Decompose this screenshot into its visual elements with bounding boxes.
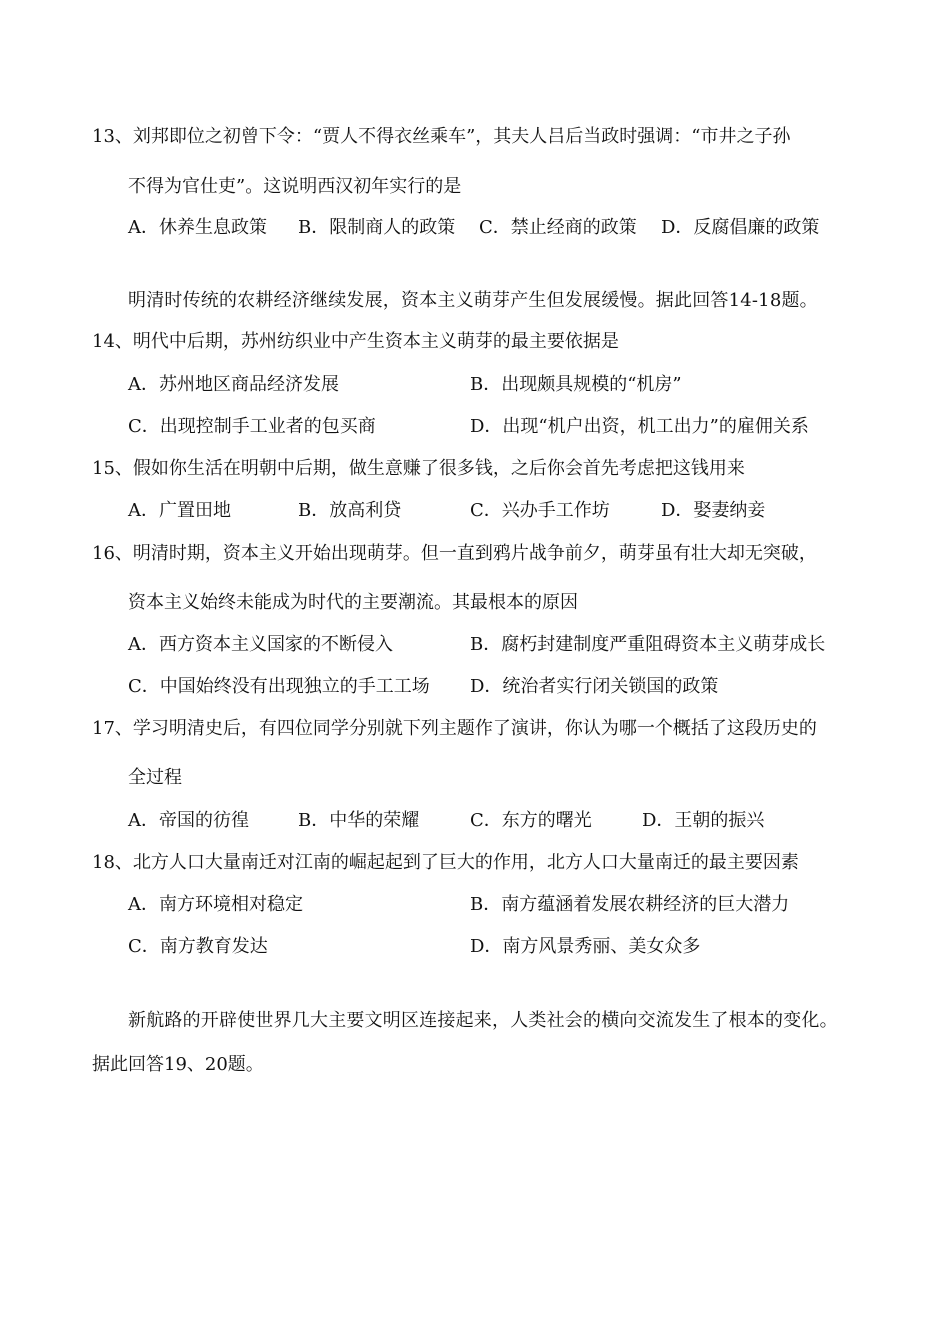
question-16-stem: 16、明清时期，资本主义开始出现萌芽。但一直到鸦片战争前夕，萌芽虽有壮大却无突破， xyxy=(92,543,817,564)
question-18-stem: 18、北方人口大量南迁对江南的崛起起到了巨大的作用，北方人口大量南迁的最主要因素 xyxy=(92,852,799,873)
question-16-option-d: D．统治者实行闭关锁国的政策 xyxy=(470,676,719,697)
question-13-option-c: C．禁止经商的政策 xyxy=(479,217,637,238)
question-17-option-a: A．帝国的彷徨 xyxy=(128,810,249,831)
question-18-option-c: C．南方教育发达 xyxy=(128,936,268,957)
section-intro-19-20: 新航路的开辟使世界几大主要文明区连接起来，人类社会的横向交流发生了根本的变化。 xyxy=(128,1010,838,1031)
question-15-stem: 15、假如你生活在明朝中后期，做生意赚了很多钱，之后你会首先考虑把这钱用来 xyxy=(92,458,745,479)
question-15-option-b: B．放高利贷 xyxy=(298,500,402,521)
question-17-option-c: C．东方的曙光 xyxy=(470,810,592,831)
section-intro-14-18: 明清时传统的农耕经济继续发展，资本主义萌芽产生但发展缓慢。据此回答14-18题。 xyxy=(128,290,818,311)
question-16-option-b: B．腐朽封建制度严重阻碍资本主义萌芽成长 xyxy=(470,634,826,655)
question-13-stem-continued: 不得为官仕吏”。这说明西汉初年实行的是 xyxy=(128,176,462,197)
question-17-option-d: D．王朝的振兴 xyxy=(642,810,765,831)
question-17-stem: 17、学习明清史后，有四位同学分别就下列主题作了演讲，你认为哪一个概括了这段历史的 xyxy=(92,718,817,739)
question-18-option-a: A．南方环境相对稳定 xyxy=(128,894,303,915)
question-18-option-d: D．南方风景秀丽、美女众多 xyxy=(470,936,701,957)
question-13-option-d: D．反腐倡廉的政策 xyxy=(661,217,820,238)
question-13-option-b: B．限制商人的政策 xyxy=(298,217,456,238)
section-intro-19-20-continued: 据此回答19、20题。 xyxy=(92,1054,264,1075)
question-13-stem: 13、刘邦即位之初曾下令：“贾人不得衣丝乘车”，其夫人吕后当政时强调：“市井之子孙 xyxy=(92,126,791,147)
question-14-option-b: B．出现颇具规模的“机房” xyxy=(470,374,682,395)
question-13-option-a: A．休养生息政策 xyxy=(128,217,267,238)
question-15-option-d: D．娶妻纳妾 xyxy=(661,500,766,521)
question-16-option-c: C．中国始终没有出现独立的手工工场 xyxy=(128,676,430,697)
question-15-option-a: A．广置田地 xyxy=(128,500,231,521)
question-14-option-d: D．出现“机户出资，机工出力”的雇佣关系 xyxy=(470,416,809,437)
question-14-option-c: C．出现控制手工业者的包买商 xyxy=(128,416,376,437)
question-15-option-c: C．兴办手工作坊 xyxy=(470,500,610,521)
question-14-option-a: A．苏州地区商品经济发展 xyxy=(128,374,339,395)
question-17-option-b: B．中华的荣耀 xyxy=(298,810,420,831)
question-16-stem-continued: 资本主义始终未能成为时代的主要潮流。其最根本的原因 xyxy=(128,592,578,613)
question-16-option-a: A．西方资本主义国家的不断侵入 xyxy=(128,634,393,655)
question-17-stem-continued: 全过程 xyxy=(128,767,182,788)
question-18-option-b: B．南方蕴涵着发展农耕经济的巨大潜力 xyxy=(470,894,790,915)
question-14-stem: 14、明代中后期，苏州纺织业中产生资本主义萌芽的最主要依据是 xyxy=(92,331,619,352)
